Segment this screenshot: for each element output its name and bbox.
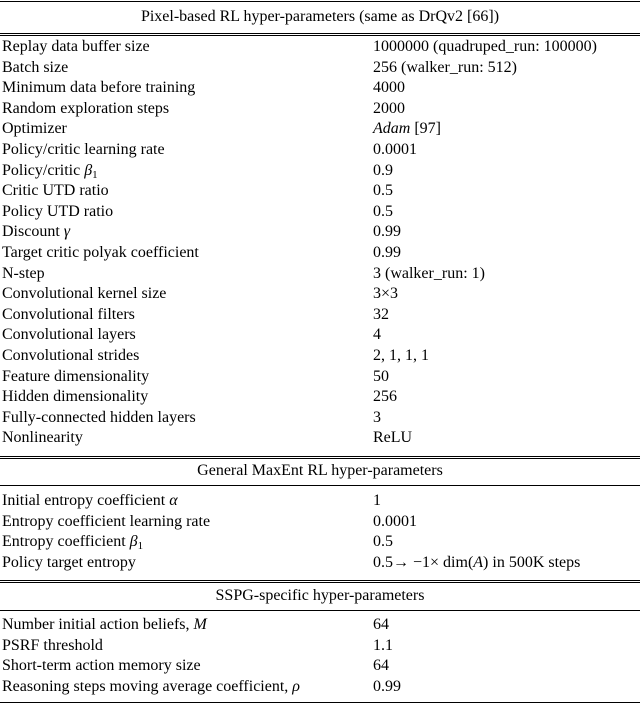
param-name: Convolutional kernel size [2,285,167,303]
table-row [0,553,640,574]
param-value: 0.5 [373,182,393,200]
param-value: 50 [373,367,389,385]
param-name: Convolutional strides [2,347,140,364]
param-name: Policy target entropy [2,553,136,571]
param-value: 1000000 (quadruped_run: 100000) [373,38,597,55]
param-name: Discount γ [2,223,71,241]
table-row [0,346,640,367]
param-value: 0.99 [373,244,401,261]
table-rule [0,456,640,457]
table-row [0,58,640,79]
table-row [0,677,640,698]
param-name: Nonlinearity [2,429,83,447]
param-name: Feature dimensionality [2,367,150,385]
param-value: 0.9 [373,161,393,179]
table-row [0,99,640,120]
param-value: 0.99 [373,223,401,241]
table-row [0,305,640,326]
table-row [0,387,640,408]
table-row [0,202,640,223]
param-value: 64 [373,657,389,675]
param-value: 2, 1, 1, 1 [373,347,429,364]
section-header: SSPG-specific hyper-parameters [215,587,425,604]
param-name: Reasoning steps moving average coefficient, ρ [2,677,300,695]
table-row [0,491,640,512]
table-row [0,284,640,305]
section-header: General MaxEnt RL hyper-parameters [197,462,443,479]
table-rule [0,582,640,583]
param-value: 256 [373,388,397,406]
table-rule [0,458,640,459]
param-value: 256 (walker_run: 512) [373,58,517,76]
param-value: 0.0001 [373,141,417,158]
param-value: 3 (walker_run: 1) [373,264,485,282]
table-row [0,161,640,182]
param-name: Entropy coefficient $\beta_1$ [2,533,144,553]
param-value: 3×3 [373,285,399,303]
table-row [0,428,640,449]
table-rule [0,580,640,581]
param-name: Policy UTD ratio [2,202,114,220]
param-name: Number initial action beliefs, M [2,616,207,633]
param-name: Convolutional layers [2,326,136,344]
table-row [0,119,640,140]
table-rule [0,485,640,486]
table-rule [0,610,640,611]
table-row [0,636,640,657]
param-name: Entropy coefficient learning rate [2,512,211,530]
param-value: Adam [97] [373,120,441,138]
table-row [0,367,640,388]
param-name: Minimum data before training [2,79,196,97]
param-name: Optimizer [2,120,67,138]
param-value: 1 [373,492,381,509]
param-value: 0.5→ −1× dim(A) in 500K steps [373,553,581,571]
param-name: Convolutional filters [2,305,135,323]
table-rule [0,35,640,36]
param-value: 4 [373,326,381,344]
param-value: 0.5 [373,533,393,551]
param-value: 1.1 [373,636,393,654]
param-value: 2000 [373,99,405,117]
param-name: Policy/critic learning rate [2,141,165,158]
table-row [0,656,640,677]
table-rule [0,1,640,2]
param-value: 0.5 [373,202,393,220]
param-name: Hidden dimensionality [2,388,149,406]
param-name: Initial entropy coefficient α [2,492,178,509]
param-value: 4000 [373,79,405,97]
param-name: Target critic polyak coefficient [2,244,199,261]
table-row [0,532,640,553]
param-value: ReLU [373,429,413,447]
param-value: 3 [373,408,381,426]
table-row [0,325,640,346]
table-rule [0,33,640,34]
param-value: 32 [373,305,389,323]
table-row [0,140,640,161]
table-row [0,37,640,58]
table-row [0,78,640,99]
param-name: Fully-connected hidden layers [2,408,196,426]
table-row [0,222,640,243]
param-name: N-step [2,264,45,282]
param-value: 0.99 [373,677,401,695]
table-row [0,264,640,285]
table-row [0,243,640,264]
param-name: Replay data buffer size [2,38,150,55]
param-name: PSRF threshold [2,636,103,654]
table-row [0,181,640,202]
table-row [0,615,640,636]
param-name: Random exploration steps [2,99,170,117]
section-header: Pixel-based RL hyper-parameters (same as DrQv2 [66]) [140,8,500,25]
table-row [0,512,640,533]
param-name: Policy/critic $\beta_1$ [2,161,98,181]
param-name: Critic UTD ratio [2,182,109,200]
param-name: Short-term action memory size [2,657,201,675]
param-value: 64 [373,616,389,633]
table-row [0,408,640,429]
param-value: 0.0001 [373,512,417,530]
param-name: Batch size [2,58,69,76]
table-rule [0,702,640,703]
